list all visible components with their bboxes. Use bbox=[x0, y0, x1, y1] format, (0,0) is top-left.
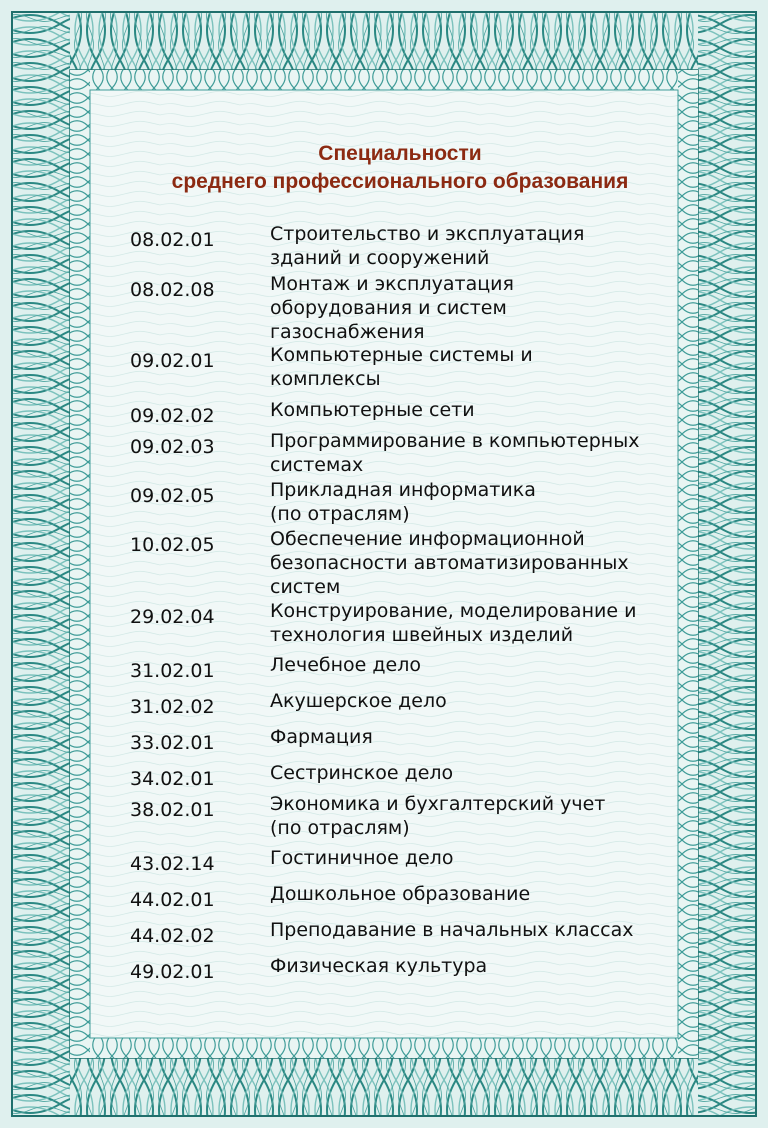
specialty-name: Конструирование, моделирование и технология швейных изделий bbox=[270, 600, 637, 646]
list-item bbox=[130, 882, 670, 912]
list-item bbox=[130, 222, 670, 270]
specialty-name: Компьютерные сети bbox=[270, 399, 475, 421]
specialty-code: 49.02.01 bbox=[130, 961, 215, 983]
list-item bbox=[130, 398, 670, 428]
specialty-name: Фармация bbox=[270, 726, 373, 748]
list-item bbox=[130, 343, 670, 391]
specialty-name: Компьютерные системы и комплексы bbox=[270, 344, 533, 390]
specialty-code: 09.02.03 bbox=[130, 436, 215, 458]
specialty-code: 09.02.02 bbox=[130, 405, 215, 427]
specialty-code: 31.02.01 bbox=[130, 660, 215, 682]
specialty-code: 09.02.01 bbox=[130, 350, 215, 372]
title-line-1: Специальности bbox=[318, 142, 482, 165]
specialty-code: 44.02.01 bbox=[130, 889, 215, 911]
list-item bbox=[130, 527, 670, 599]
specialty-code: 38.02.01 bbox=[130, 799, 215, 821]
specialty-code: 31.02.02 bbox=[130, 696, 215, 718]
specialty-name: Экономика и бухгалтерский учет (по отраслям) bbox=[270, 793, 606, 839]
specialty-code: 09.02.05 bbox=[130, 485, 215, 507]
list-item bbox=[130, 918, 670, 948]
specialty-code: 29.02.04 bbox=[130, 606, 215, 628]
list-item bbox=[130, 761, 670, 791]
list-item bbox=[130, 725, 670, 755]
list-item bbox=[130, 792, 670, 840]
specialty-name: Прикладная информатика (по отраслям) bbox=[270, 479, 536, 525]
specialty-code: 43.02.14 bbox=[130, 853, 215, 875]
list-item bbox=[130, 478, 670, 526]
specialty-name: Акушерское дело bbox=[270, 690, 447, 712]
specialty-code: 08.02.08 bbox=[130, 279, 215, 301]
specialty-name: Строительство и эксплуатация зданий и сооружений bbox=[270, 223, 585, 269]
specialty-name: Сестринское дело bbox=[270, 762, 454, 784]
specialty-code: 44.02.02 bbox=[130, 925, 215, 947]
list-item bbox=[130, 272, 670, 344]
specialty-code: 33.02.01 bbox=[130, 732, 215, 754]
list-item bbox=[130, 429, 670, 477]
specialty-code: 10.02.05 bbox=[130, 534, 215, 556]
page-title bbox=[80, 140, 720, 196]
specialty-name: Преподавание в начальных классах bbox=[270, 919, 634, 941]
list-item bbox=[130, 954, 670, 984]
list-item bbox=[130, 599, 670, 647]
specialty-name: Дошкольное образование bbox=[270, 883, 531, 905]
specialty-name: Физическая культура bbox=[270, 955, 488, 977]
specialty-name: Гостиничное дело bbox=[270, 847, 454, 869]
specialty-code: 34.02.01 bbox=[130, 768, 215, 790]
list-item bbox=[130, 689, 670, 719]
specialty-name: Обеспечение информационной безопасности автоматизированных систем bbox=[270, 528, 629, 598]
specialty-name: Программирование в компьютерных системах bbox=[270, 430, 640, 476]
specialty-name: Лечебное дело bbox=[270, 654, 421, 676]
title-line-2: среднего профессионального образования bbox=[171, 170, 629, 193]
list-item bbox=[130, 653, 670, 683]
list-item bbox=[130, 846, 670, 876]
specialty-code: 08.02.01 bbox=[130, 229, 215, 251]
specialty-name: Монтаж и эксплуатация оборудования и систем газоснабжения bbox=[270, 273, 514, 343]
